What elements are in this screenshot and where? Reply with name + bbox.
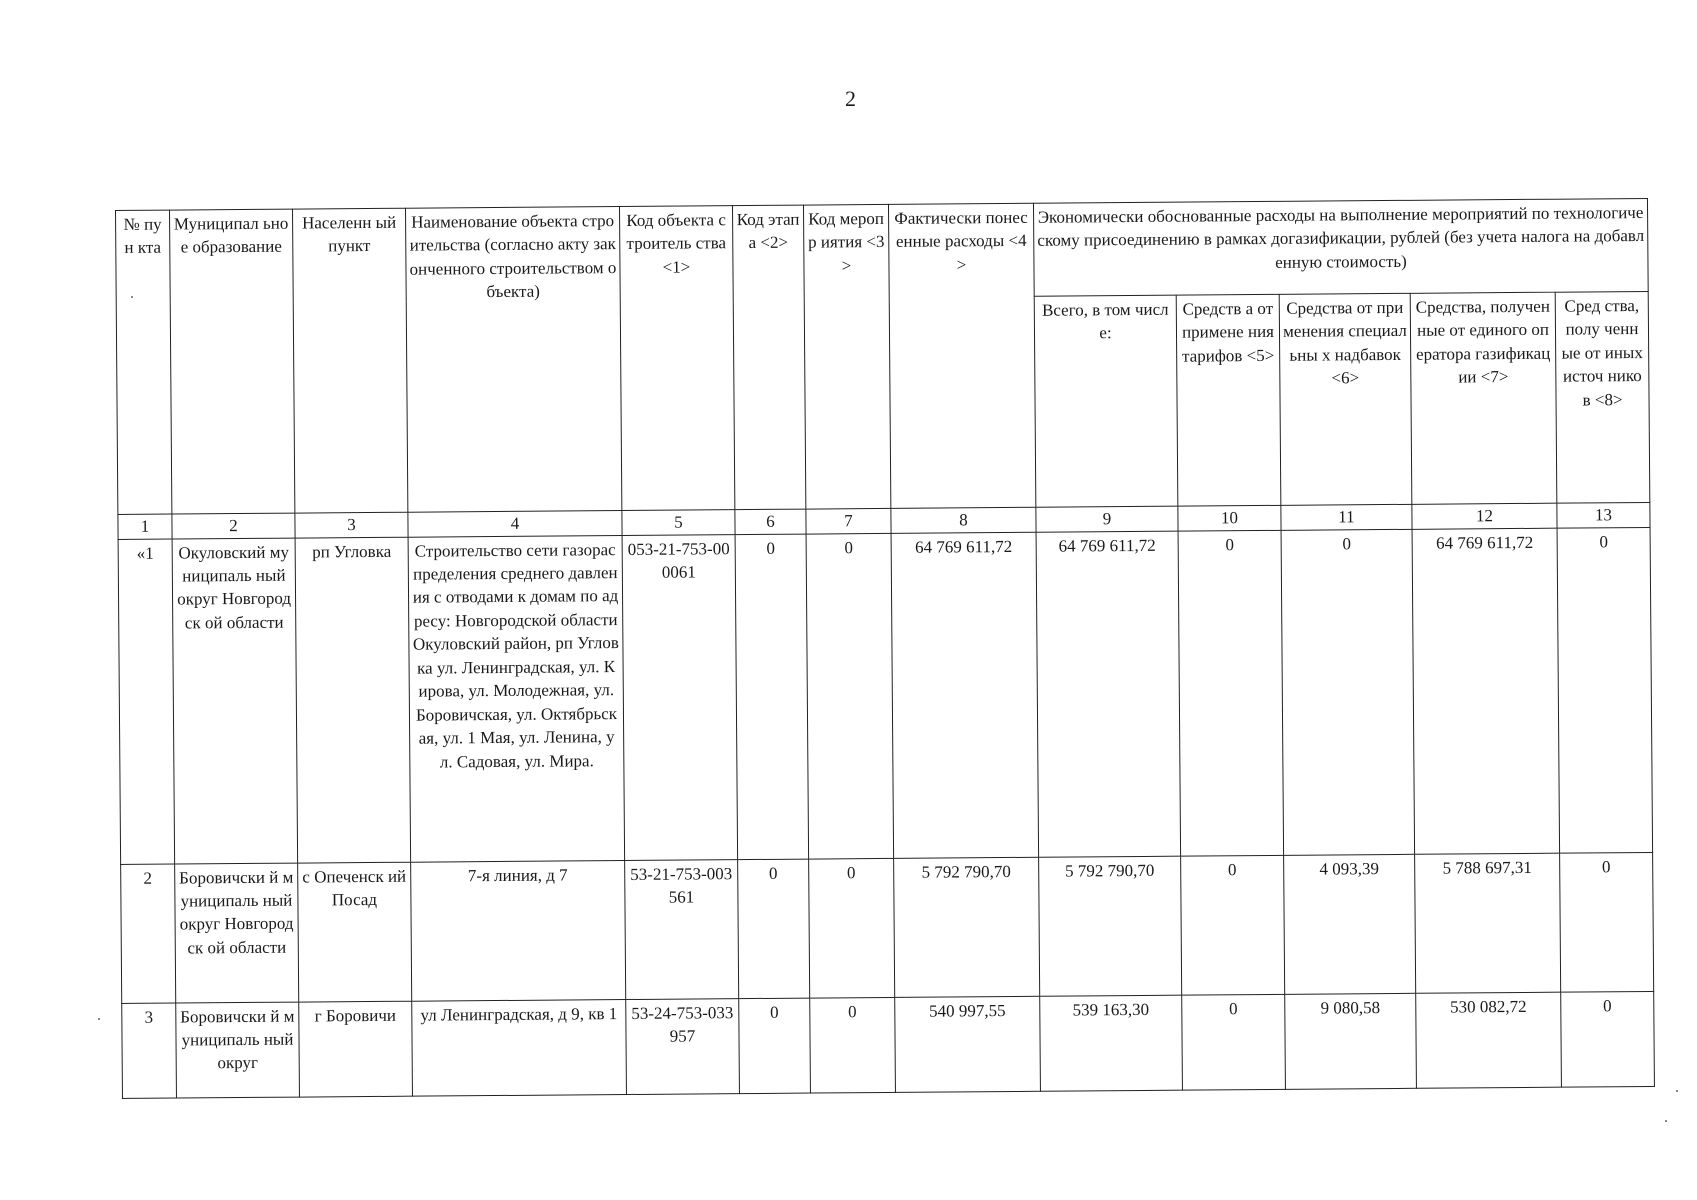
cell-other-sources-funds: 0 — [1561, 991, 1655, 1087]
header-stage-code: Код этапа <2> — [732, 205, 805, 510]
header-measure-code: Код меропр иятия <3> — [803, 204, 890, 509]
header-row-1 — [116, 198, 1649, 303]
header-other-sources-funds: Сред ства, полу ченн ые от иных источ нико в <8> — [1555, 291, 1650, 503]
table-row — [122, 991, 1655, 1098]
cell-special-surcharge-funds: 4 093,39 — [1284, 854, 1416, 994]
table-row — [121, 852, 1654, 1003]
cell-total: 539 163,30 — [1040, 995, 1183, 1091]
header-settlement: Населенн ый пункт — [292, 208, 407, 513]
column-number: 5 — [622, 510, 735, 535]
cell-settlement: рп Угловка — [295, 537, 411, 863]
cell-actual-expenses: 5 792 790,70 — [894, 857, 1040, 997]
column-number: 11 — [1281, 504, 1412, 530]
cell-tariff-funds: 0 — [1178, 530, 1284, 856]
cell-special-surcharge-funds: 0 — [1281, 529, 1415, 855]
document-sheet — [115, 198, 1654, 1112]
scan-speck — [1665, 1120, 1667, 1122]
column-number: 2 — [172, 513, 295, 539]
header-special-surcharge-funds: Средства от применения специальны х надбавок <6> — [1279, 293, 1412, 505]
header-economic-expenses-group: Экономически обоснованные расходы на выполнение мероприятий по технологическому присоединению в рамках догазификации, рублей (без учета налога на добавленную стоимость) — [1033, 198, 1648, 296]
header-total: Всего, в том числе: — [1034, 295, 1178, 507]
column-number: 7 — [806, 508, 891, 533]
cell-municipality: Боровичски й муниципаль ный округ — [176, 1002, 300, 1098]
cell-stage-code: 0 — [735, 534, 809, 860]
cell-single-operator-funds: 64 769 611,72 — [1412, 528, 1560, 854]
cell-single-operator-funds: 5 788 697,31 — [1415, 853, 1561, 993]
cell-measure-code: 0 — [809, 858, 895, 998]
cell-tariff-funds: 0 — [1182, 994, 1286, 1090]
cell-stage-code: 0 — [739, 998, 811, 1094]
cell-stage-code: 0 — [738, 859, 810, 999]
cell-actual-expenses: 540 997,55 — [895, 996, 1041, 1092]
table-row — [118, 527, 1653, 864]
cell-object-code: 53-24-753-033957 — [626, 998, 740, 1094]
cell-tariff-funds: 0 — [1181, 855, 1285, 995]
header-object-name: Наименование объекта строительства (согласно акту законченного строительством объекта) — [405, 207, 621, 513]
page-number: 2 — [845, 86, 856, 111]
column-number: 4 — [408, 511, 622, 537]
column-number: 9 — [1036, 506, 1178, 532]
cell-measure-code: 0 — [806, 533, 894, 859]
scan-speck — [131, 296, 133, 298]
header-item-number: № пун кта — [116, 210, 172, 514]
cell-object-code: 53-21-753-003561 — [625, 859, 739, 999]
cell-single-operator-funds: 530 082,72 — [1416, 992, 1562, 1088]
cell-municipality: Боровичски й муниципаль ный округ Новгородск ой области — [175, 863, 299, 1003]
cell-item-number: 2 — [121, 864, 176, 1003]
header-object-code: Код объекта строитель ства <1> — [619, 206, 734, 511]
cell-object-code: 053-21-753-000061 — [622, 534, 738, 860]
cell-settlement: с Опеченск ий Посад — [298, 862, 412, 1002]
header-tariff-funds: Средств а от примене ния тарифов <5> — [1176, 294, 1281, 506]
header-municipality: Муниципал ьное образование — [170, 209, 295, 514]
cell-item-number: «1 — [118, 539, 175, 864]
cell-item-number: 3 — [122, 1003, 177, 1098]
column-number: 13 — [1557, 502, 1650, 527]
column-number: 1 — [118, 514, 172, 539]
column-number: 6 — [735, 509, 806, 534]
header-single-operator-funds: Средства, полученные от единого оператора газификации <7> — [1410, 292, 1557, 504]
scan-speck — [98, 1018, 100, 1020]
header-actual-expenses: Фактически понесенные расходы <4> — [888, 203, 1035, 508]
cell-municipality: Окуловский муниципаль ный округ Новгородск ой области — [172, 538, 298, 864]
cell-total: 5 792 790,70 — [1039, 856, 1182, 996]
scan-speck — [1676, 1090, 1678, 1092]
cell-special-surcharge-funds: 9 080,58 — [1285, 993, 1417, 1089]
column-number: 8 — [891, 507, 1036, 533]
cell-other-sources-funds: 0 — [1560, 852, 1654, 992]
cell-actual-expenses: 64 769 611,72 — [891, 532, 1039, 858]
cell-object-name: Строительство сети газораспределения среднего давления с отводами к домам по адресу: Новгородской области Окуловский район, рп Угловка ул. Ленинградская, ул. Кирова, ул. Молодежная, ул. Боровичская, ул. Октябрьская, ул. 1 Мая, ул. Ленина, ул. Садовая, ул. Мира. — [408, 535, 625, 862]
cell-settlement: г Боровичи — [299, 1001, 413, 1097]
column-number: 12 — [1412, 503, 1557, 529]
cell-measure-code: 0 — [810, 997, 896, 1093]
column-number: 10 — [1178, 505, 1281, 530]
cell-object-name: ул Ленинградская, д 9, кв 1 — [412, 999, 627, 1096]
cell-object-name: 7-я линия, д 7 — [411, 860, 626, 1001]
cell-total: 64 769 611,72 — [1036, 531, 1181, 857]
cell-other-sources-funds: 0 — [1557, 527, 1653, 853]
column-number: 3 — [295, 512, 408, 537]
expenses-table — [115, 198, 1655, 1099]
